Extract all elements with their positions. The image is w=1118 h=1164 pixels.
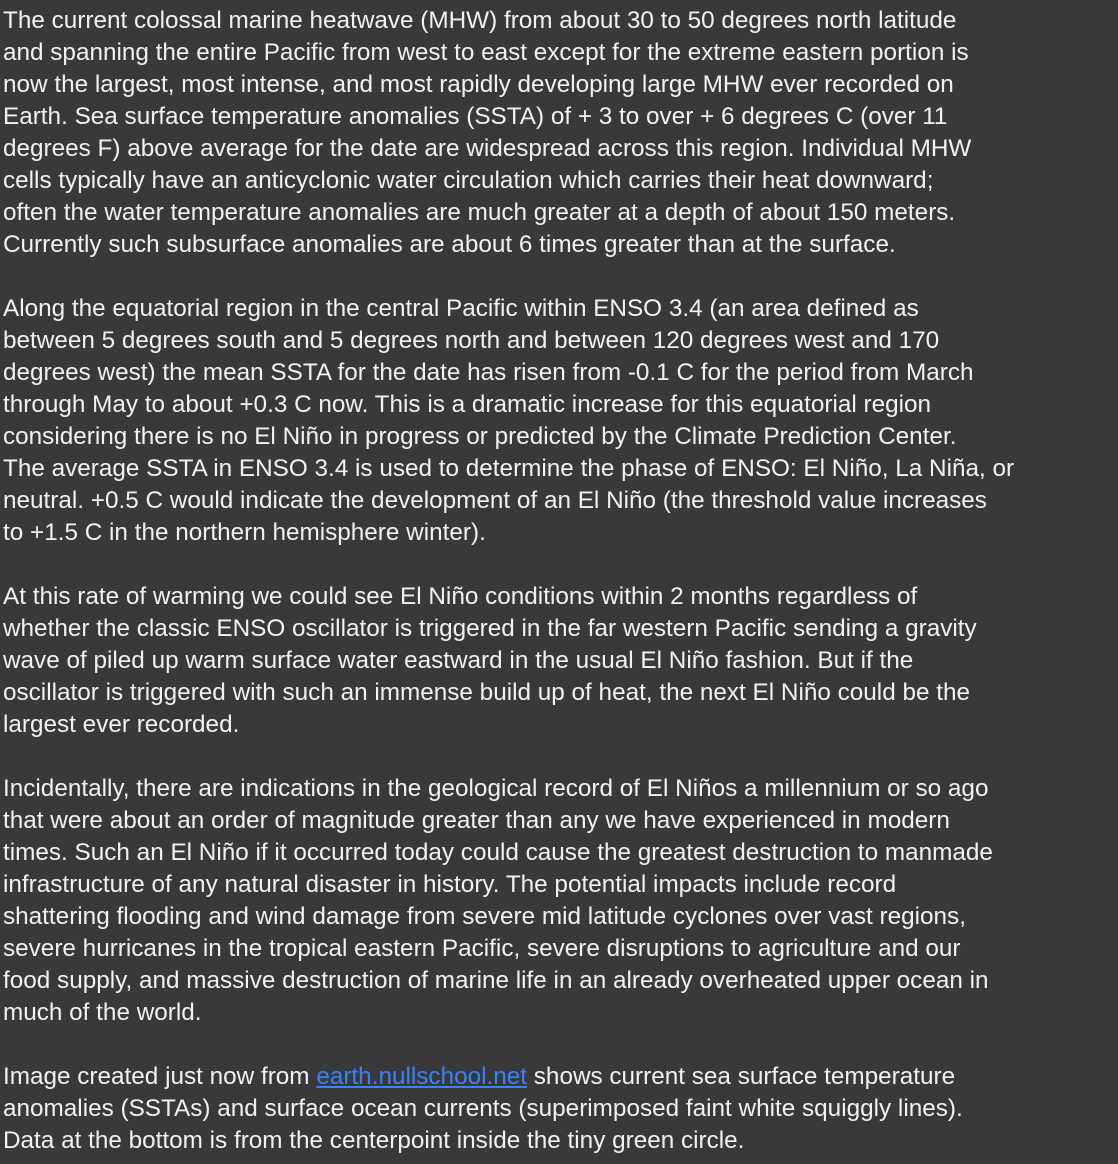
paragraph-marine-heatwave <box>3 5 1118 261</box>
text-segment: shows current sea surface temperature <box>527 1063 956 1090</box>
paragraph-enso-region <box>3 293 1118 549</box>
text-line: and spanning the entire Pacific from west to east except for the extreme eastern portion is <box>3 39 969 66</box>
text-line: The average SSTA in ENSO 3.4 is used to determine the phase of ENSO: El Niño, La Niña, or <box>3 455 1015 482</box>
text-line: to +1.5 C in the northern hemisphere winter). <box>3 519 486 546</box>
text-line: now the largest, most intense, and most rapidly developing large MHW ever recorded on <box>3 71 954 98</box>
text-line: times. Such an El Niño if it occurred today could cause the greatest destruction to manmade <box>3 839 993 866</box>
text-line: often the water temperature anomalies are much greater at a depth of about 150 meters. <box>3 199 956 226</box>
text-line: considering there is no El Niño in progress or predicted by the Climate Prediction Center. <box>3 423 957 450</box>
text-line: largest ever recorded. <box>3 711 240 738</box>
text-line: between 5 degrees south and 5 degrees north and between 120 degrees west and 170 <box>3 327 940 354</box>
text-line: food supply, and massive destruction of marine life in an already overheated upper ocean in <box>3 967 989 994</box>
text-line: through May to about +0.3 C now. This is a dramatic increase for this equatorial region <box>3 391 932 418</box>
text-line: infrastructure of any natural disaster in history. The potential impacts include record <box>3 871 897 898</box>
text-line: anomalies (SSTAs) and surface ocean currents (superimposed faint white squiggly lines). <box>3 1095 963 1122</box>
text-line: cells typically have an anticyclonic water circulation which carries their heat downward; <box>3 167 934 194</box>
text-line: that were about an order of magnitude greater than any we have experienced in modern <box>3 807 950 834</box>
text-line: neutral. +0.5 C would indicate the development of an El Niño (the threshold value increases <box>3 487 987 514</box>
text-line: oscillator is triggered with such an immense build up of heat, the next El Niño could be the <box>3 679 971 706</box>
text-line: Along the equatorial region in the central Pacific within ENSO 3.4 (an area defined as <box>3 295 919 322</box>
nullschool-link[interactable]: earth.nullschool.net <box>316 1063 528 1090</box>
text-line: severe hurricanes in the tropical eastern Pacific, severe disruptions to agriculture and our <box>3 935 961 962</box>
text-line: Data at the bottom is from the centerpoint inside the tiny green circle. <box>3 1127 745 1154</box>
text-line: degrees F) above average for the date are widespread across this region. Individual MHW <box>3 135 972 162</box>
text-line: Earth. Sea surface temperature anomalies (SSTA) of + 3 to over + 6 degrees C (over 11 <box>3 103 948 130</box>
paragraph-geological-record <box>3 773 1118 1029</box>
text-line <box>3 1061 1118 1093</box>
text-line: much of the world. <box>3 999 202 1026</box>
text-line: At this rate of warming we could see El Niño conditions within 2 months regardless of <box>3 583 918 610</box>
text-segment: Image created just now from <box>3 1063 317 1090</box>
text-line: whether the classic ENSO oscillator is triggered in the far western Pacific sending a gravity <box>3 615 977 642</box>
text-line: wave of piled up warm surface water eastward in the usual El Niño fashion. But if the <box>3 647 914 674</box>
text-line: Incidentally, there are indications in the geological record of El Niños a millennium or so ago <box>3 775 989 802</box>
text-line: degrees west) the mean SSTA for the date has risen from -0.1 C for the period from March <box>3 359 974 386</box>
paragraph-warming-rate <box>3 581 1118 741</box>
text-line: Currently such subsurface anomalies are about 6 times greater than at the surface. <box>3 231 896 258</box>
text-line: shattering flooding and wind damage from severe mid latitude cyclones over vast regions, <box>3 903 966 930</box>
paragraph-image-credit <box>3 1061 1118 1157</box>
text-line: The current colossal marine heatwave (MHW) from about 30 to 50 degrees north latitude <box>3 7 957 34</box>
